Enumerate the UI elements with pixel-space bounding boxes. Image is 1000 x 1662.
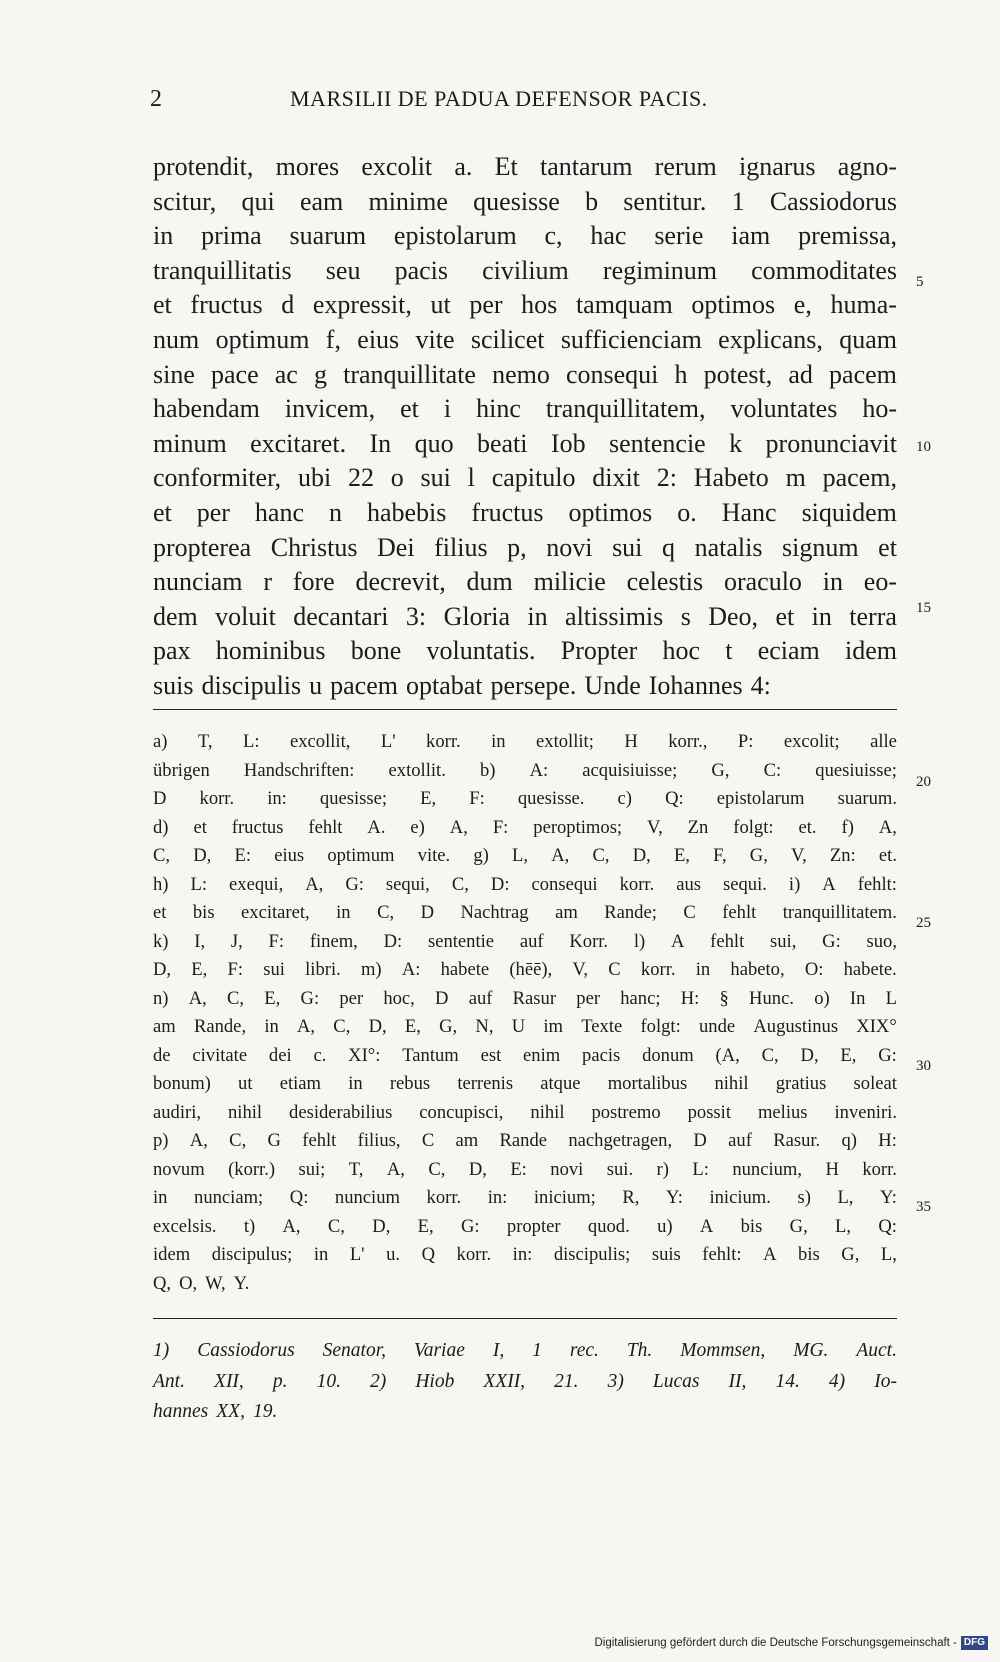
- line-number: 10: [916, 439, 931, 455]
- main-text: [153, 150, 897, 704]
- text-line: propterea Christus Dei filius p, novi sui q natalis signum et: [153, 532, 897, 562]
- apparatus-line: idem discipulus; in L' u. Q korr. in: discipulis; suis fehlt: A bis G, L,: [153, 1244, 897, 1265]
- apparatus-line: C, D, E: eius optimum vite. g) L, A, C, D, E, F, G, V, Zn: et.: [153, 845, 897, 866]
- apparatus-line: d) et fructus fehlt A. e) A, F: peroptimos; V, Zn folgt: et. f) A,: [153, 816, 897, 838]
- text-line: in prima suarum epistolarum c, hac serie iam premissa,: [153, 221, 897, 251]
- text-line: pax hominibus bone voluntatis. Propter hoc t eciam idem: [153, 636, 897, 666]
- apparatus-line: audiri, nihil desiderabilius concupisci, nihil postremo possit melius inveniri.: [153, 1101, 897, 1123]
- apparatus-line: excelsis. t) A, C, D, E, G: propter quod. u) A bis G, L, Q:: [153, 1215, 897, 1237]
- text-line: conformiter, ubi 22 o sui l capitulo dixit 2: Habeto m pacem,: [153, 463, 897, 493]
- footnote-line: hannes XX, 19.: [153, 1401, 278, 1422]
- apparatus-line: übrigen Handschriften: extollit. b) A: acquisiuisse; G, C: quesiuisse;: [153, 759, 897, 781]
- apparatus-line: novum (korr.) sui; T, A, C, D, E: novi sui. r) L: nuncium, H korr.: [153, 1158, 897, 1180]
- divider-rule: [153, 1318, 897, 1319]
- apparatus-line: n) A, C, E, G: per hoc, D auf Rasur per hanc; H: § Hunc. o) In L: [153, 987, 897, 1009]
- text-line: minum excitaret. In quo beati Iob sentencie k pronunciavit: [153, 428, 897, 458]
- text-line: habendam invicem, et i hinc tranquillitatem, voluntates ho-: [153, 394, 897, 424]
- apparatus-line: Q, O, W, Y.: [153, 1272, 250, 1294]
- line-number: 5: [916, 274, 924, 290]
- text-line: dem voluit decantari 3: Gloria in altissimis s Deo, et in terra: [153, 601, 897, 631]
- source-footnotes: [153, 1336, 897, 1428]
- apparatus-line: de civitate dei c. XI°: Tantum est enim pacis donum (A, C, D, E, G:: [153, 1044, 897, 1066]
- footnote-line: 1) Cassiodorus Senator, Variae I, 1 rec. Th. Mommsen, MG. Auct.: [153, 1340, 897, 1361]
- apparatus-line: h) L: exequi, A, G: sequi, C, D: consequi korr. aus sequi. i) A fehlt:: [153, 873, 897, 895]
- line-number: 35: [916, 1199, 931, 1215]
- critical-apparatus: [153, 728, 897, 1298]
- apparatus-line: et bis excitaret, in C, D Nachtrag am Rande; C fehlt tranquillitatem.: [153, 902, 897, 923]
- page-header: [150, 86, 790, 116]
- apparatus-line: p) A, C, G fehlt filius, C am Rande nachgetragen, D auf Rasur. q) H:: [153, 1130, 897, 1151]
- apparatus-line: D korr. in: quesisse; E, F: quesisse. c) Q: epistolarum suarum.: [153, 788, 897, 809]
- text-line: scitur, qui eam minime quesisse b sentitur. 1 Cassiodorus: [153, 186, 897, 216]
- text-line: nunciam r fore decrevit, dum milicie celestis oraculo in eo-: [153, 567, 897, 597]
- text-line: sine pace ac g tranquillitate nemo consequi h potest, ad pacem: [153, 359, 897, 389]
- text-line: tranquillitatis seu pacis civilium regiminum commoditates: [153, 255, 897, 285]
- credit-text: Digitalisierung gefördert durch die Deutsche Forschungsgemeinschaft -: [594, 1637, 957, 1649]
- digitization-credit: [594, 1634, 988, 1652]
- line-number: 20: [916, 774, 931, 790]
- running-title: MARSILII DE PADUA DEFENSOR PACIS.: [290, 86, 708, 111]
- divider-rule: [153, 709, 897, 710]
- apparatus-line: in nunciam; Q: nuncium korr. in: inicium; R, Y: inicium. s) L, Y:: [153, 1187, 897, 1208]
- apparatus-line: am Rande, in A, C, D, E, G, N, U im Texte folgt: unde Augustinus XIX°: [153, 1016, 897, 1037]
- dfg-logo: DFG: [961, 1636, 988, 1650]
- line-number: 30: [916, 1058, 931, 1074]
- text-line: et fructus d expressit, ut per hos tamquam optimos e, huma-: [153, 290, 897, 320]
- line-number: 25: [916, 915, 931, 931]
- page-number: 2: [150, 86, 163, 112]
- apparatus-line: k) I, J, F: finem, D: sententie auf Korr. l) A fehlt sui, G: suo,: [153, 930, 897, 952]
- text-line: protendit, mores excolit a. Et tantarum rerum ignarus agno-: [153, 152, 897, 181]
- footnote-line: Ant. XII, p. 10. 2) Hiob XXII, 21. 3) Lucas II, 14. 4) Io-: [153, 1370, 897, 1392]
- apparatus-line: bonum) ut etiam in rebus terrenis atque mortalibus nihil gratius soleat: [153, 1073, 897, 1094]
- apparatus-line: a) T, L: excollit, L' korr. in extollit; H korr., P: excolit; alle: [153, 731, 897, 752]
- text-line: num optimum f, eius vite scilicet sufficienciam explicans, quam: [153, 324, 897, 354]
- text-line: et per hanc n habebis fructus optimos o. Hanc siquidem: [153, 497, 897, 527]
- apparatus-line: D, E, F: sui libri. m) A: habete (hēē), V, C korr. in habeto, O: habete.: [153, 959, 897, 980]
- text-line: suis discipulis u pacem optabat persepe. Unde Iohannes 4:: [153, 670, 771, 700]
- line-number: 15: [916, 600, 931, 616]
